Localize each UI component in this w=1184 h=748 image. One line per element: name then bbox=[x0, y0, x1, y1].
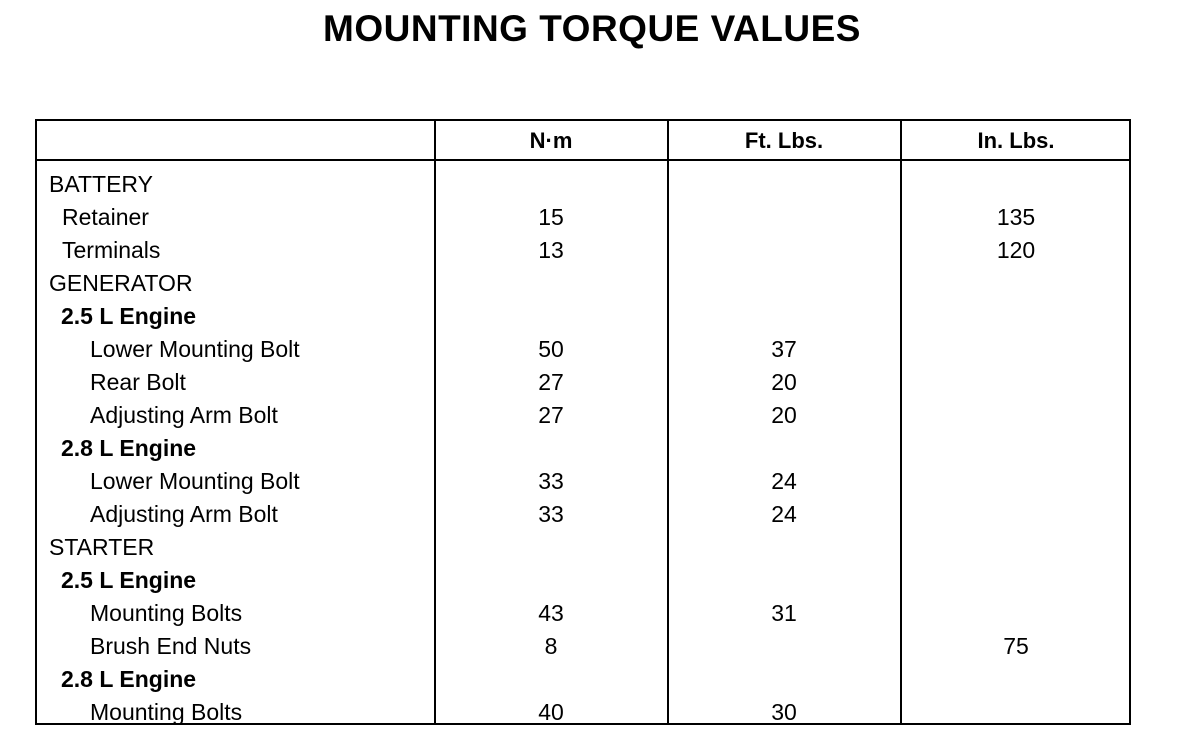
table-row bbox=[37, 597, 1129, 630]
table-row bbox=[37, 498, 1129, 531]
in-lbs-value: 120 bbox=[996, 237, 1036, 263]
nm-value: 27 bbox=[538, 402, 564, 428]
ft-lbs-value: 31 bbox=[771, 600, 797, 626]
ft-lbs-value: 37 bbox=[771, 336, 797, 362]
table-row bbox=[37, 465, 1129, 498]
section-row-generator bbox=[37, 267, 1129, 300]
nm-value: 27 bbox=[538, 369, 564, 395]
nm-value: 8 bbox=[544, 633, 558, 659]
subsection-row bbox=[37, 663, 1129, 696]
row-label: BATTERY bbox=[49, 171, 153, 197]
subsection-row bbox=[37, 564, 1129, 597]
in-lbs-value: 135 bbox=[996, 204, 1036, 230]
row-label: Lower Mounting Bolt bbox=[90, 468, 300, 494]
table-row bbox=[37, 630, 1129, 663]
row-label: Lower Mounting Bolt bbox=[90, 336, 300, 362]
nm-value: 15 bbox=[538, 204, 564, 230]
table-row bbox=[37, 234, 1129, 267]
nm-value: 13 bbox=[538, 237, 564, 263]
row-label: Adjusting Arm Bolt bbox=[90, 501, 278, 527]
section-row-starter bbox=[37, 531, 1129, 564]
nm-value: 50 bbox=[538, 336, 564, 362]
row-label: 2.5 L Engine bbox=[61, 567, 197, 593]
in-lbs-value: 75 bbox=[1003, 633, 1029, 659]
torque-table bbox=[35, 119, 1131, 725]
nm-value: 33 bbox=[538, 468, 564, 494]
row-label: STARTER bbox=[49, 534, 155, 560]
subsection-row bbox=[37, 432, 1129, 465]
row-label: 2.8 L Engine bbox=[61, 666, 197, 692]
row-label: GENERATOR bbox=[49, 270, 193, 296]
row-label: Adjusting Arm Bolt bbox=[90, 402, 278, 428]
table-row bbox=[37, 399, 1129, 432]
table-row bbox=[37, 201, 1129, 234]
subsection-row bbox=[37, 300, 1129, 333]
row-label: Mounting Bolts bbox=[90, 600, 243, 626]
row-label: Retainer bbox=[62, 204, 149, 230]
row-label: Terminals bbox=[62, 237, 161, 263]
column-header-ft-lbs: Ft. Lbs. bbox=[744, 128, 824, 153]
header-divider bbox=[37, 159, 1129, 161]
nm-value: 33 bbox=[538, 501, 564, 527]
ft-lbs-value: 24 bbox=[771, 468, 797, 494]
ft-lbs-value: 20 bbox=[771, 402, 797, 428]
ft-lbs-value: 20 bbox=[771, 369, 797, 395]
column-header-in-lbs: In. Lbs. bbox=[977, 128, 1055, 153]
section-row-battery bbox=[37, 168, 1129, 201]
table-row bbox=[37, 333, 1129, 366]
column-header-nm: N·m bbox=[529, 128, 573, 153]
table-row bbox=[37, 366, 1129, 399]
row-label: 2.8 L Engine bbox=[61, 435, 197, 461]
row-label: Rear Bolt bbox=[90, 369, 186, 395]
ft-lbs-value: 24 bbox=[771, 501, 797, 527]
nm-value: 43 bbox=[538, 600, 564, 626]
row-label: 2.5 L Engine bbox=[61, 303, 197, 329]
page-title: MOUNTING TORQUE VALUES bbox=[323, 8, 861, 49]
row-label: Brush End Nuts bbox=[90, 633, 252, 659]
ft-lbs-value: 30 bbox=[771, 699, 797, 725]
row-label: Mounting Bolts bbox=[90, 699, 243, 725]
table-row bbox=[37, 696, 1129, 729]
nm-value: 40 bbox=[538, 699, 564, 725]
